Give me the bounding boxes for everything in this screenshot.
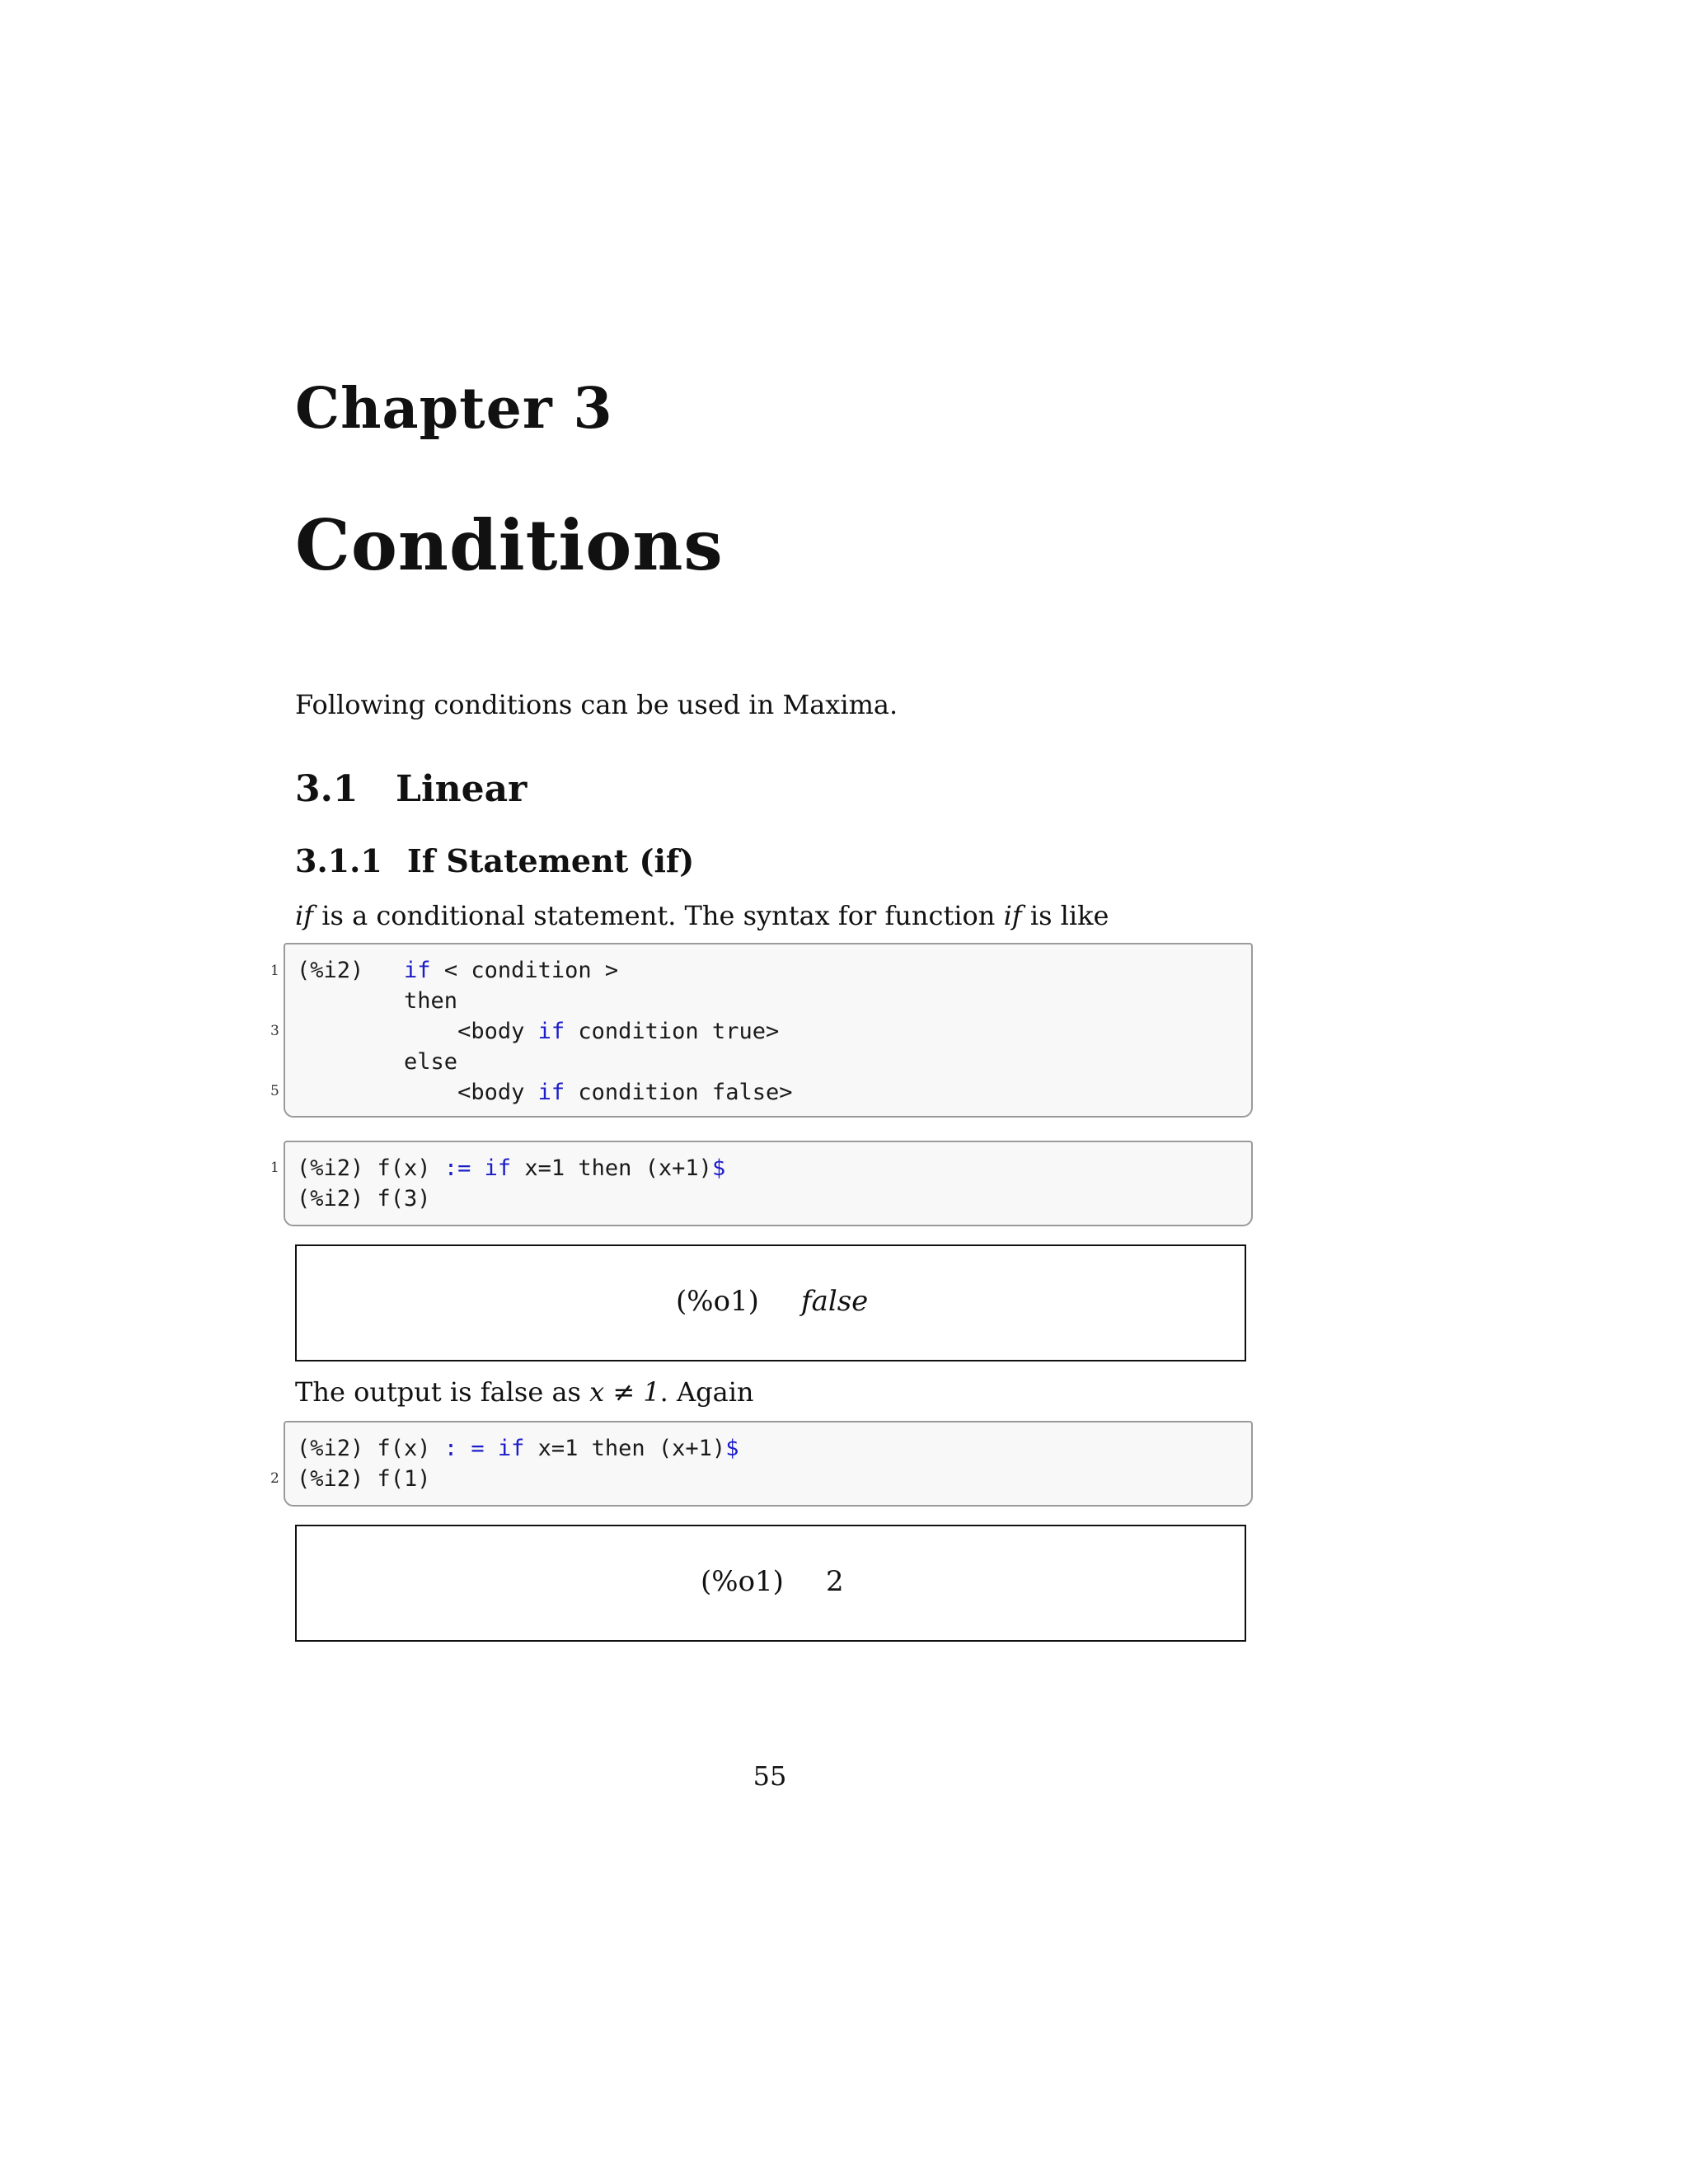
page-number: 55 [753,1760,787,1792]
output-label: (%o1) [676,1285,759,1318]
between-paragraph: The output is false as x ≠ 1. Again [295,1376,754,1408]
subsection-heading [295,842,695,879]
syntax-text-1: is a conditional statement. The syntax for function [313,900,1004,931]
line-number: 5 [270,1083,279,1099]
chapter-label: Chapter 3 [295,376,613,442]
line-number: 2 [270,1470,279,1487]
line-number: 1 [270,1160,279,1176]
code-block-syntax [284,943,1253,1118]
code-line: (%i2) if < condition > [297,958,619,983]
output-value: 2 [826,1565,844,1598]
syntax-text-2: is like [1021,900,1109,931]
code-line: (%i2) f(1) [297,1466,431,1492]
line-number: 1 [270,963,279,979]
code-line: (%i2) f(x) : = if x=1 then (x+1)$ [297,1436,739,1461]
if-keyword-italic: if [295,900,314,931]
output-value: false [801,1285,869,1318]
section-heading [295,768,528,810]
if-keyword-italic-2: if [1003,900,1022,931]
output-box-2 [295,1525,1246,1642]
output-box-1 [295,1244,1246,1361]
subsection-number: 3.1.1 [295,842,382,879]
section-number: 3.1 [295,768,359,810]
code-line: (%i2) f(x) := if x=1 then (x+1)$ [297,1155,726,1181]
code-line: else [297,1049,458,1075]
syntax-paragraph [295,900,1109,931]
code-line: (%i2) f(3) [297,1186,431,1212]
code-line: then [297,988,458,1014]
code-line: <body if condition true> [297,1019,780,1044]
chapter-title: Conditions [295,504,724,586]
code-block-example-2 [284,1421,1253,1507]
intro-paragraph: Following conditions can be used in Maxima. [295,689,898,720]
section-title: Linear [396,768,528,810]
subsection-title: If Statement (if) [407,842,695,879]
line-number: 3 [270,1023,279,1039]
code-block-example-1 [284,1141,1253,1226]
code-line: <body if condition false> [297,1080,793,1105]
inequality-math: x ≠ 1 [589,1376,660,1408]
output-label: (%o1) [701,1565,784,1598]
